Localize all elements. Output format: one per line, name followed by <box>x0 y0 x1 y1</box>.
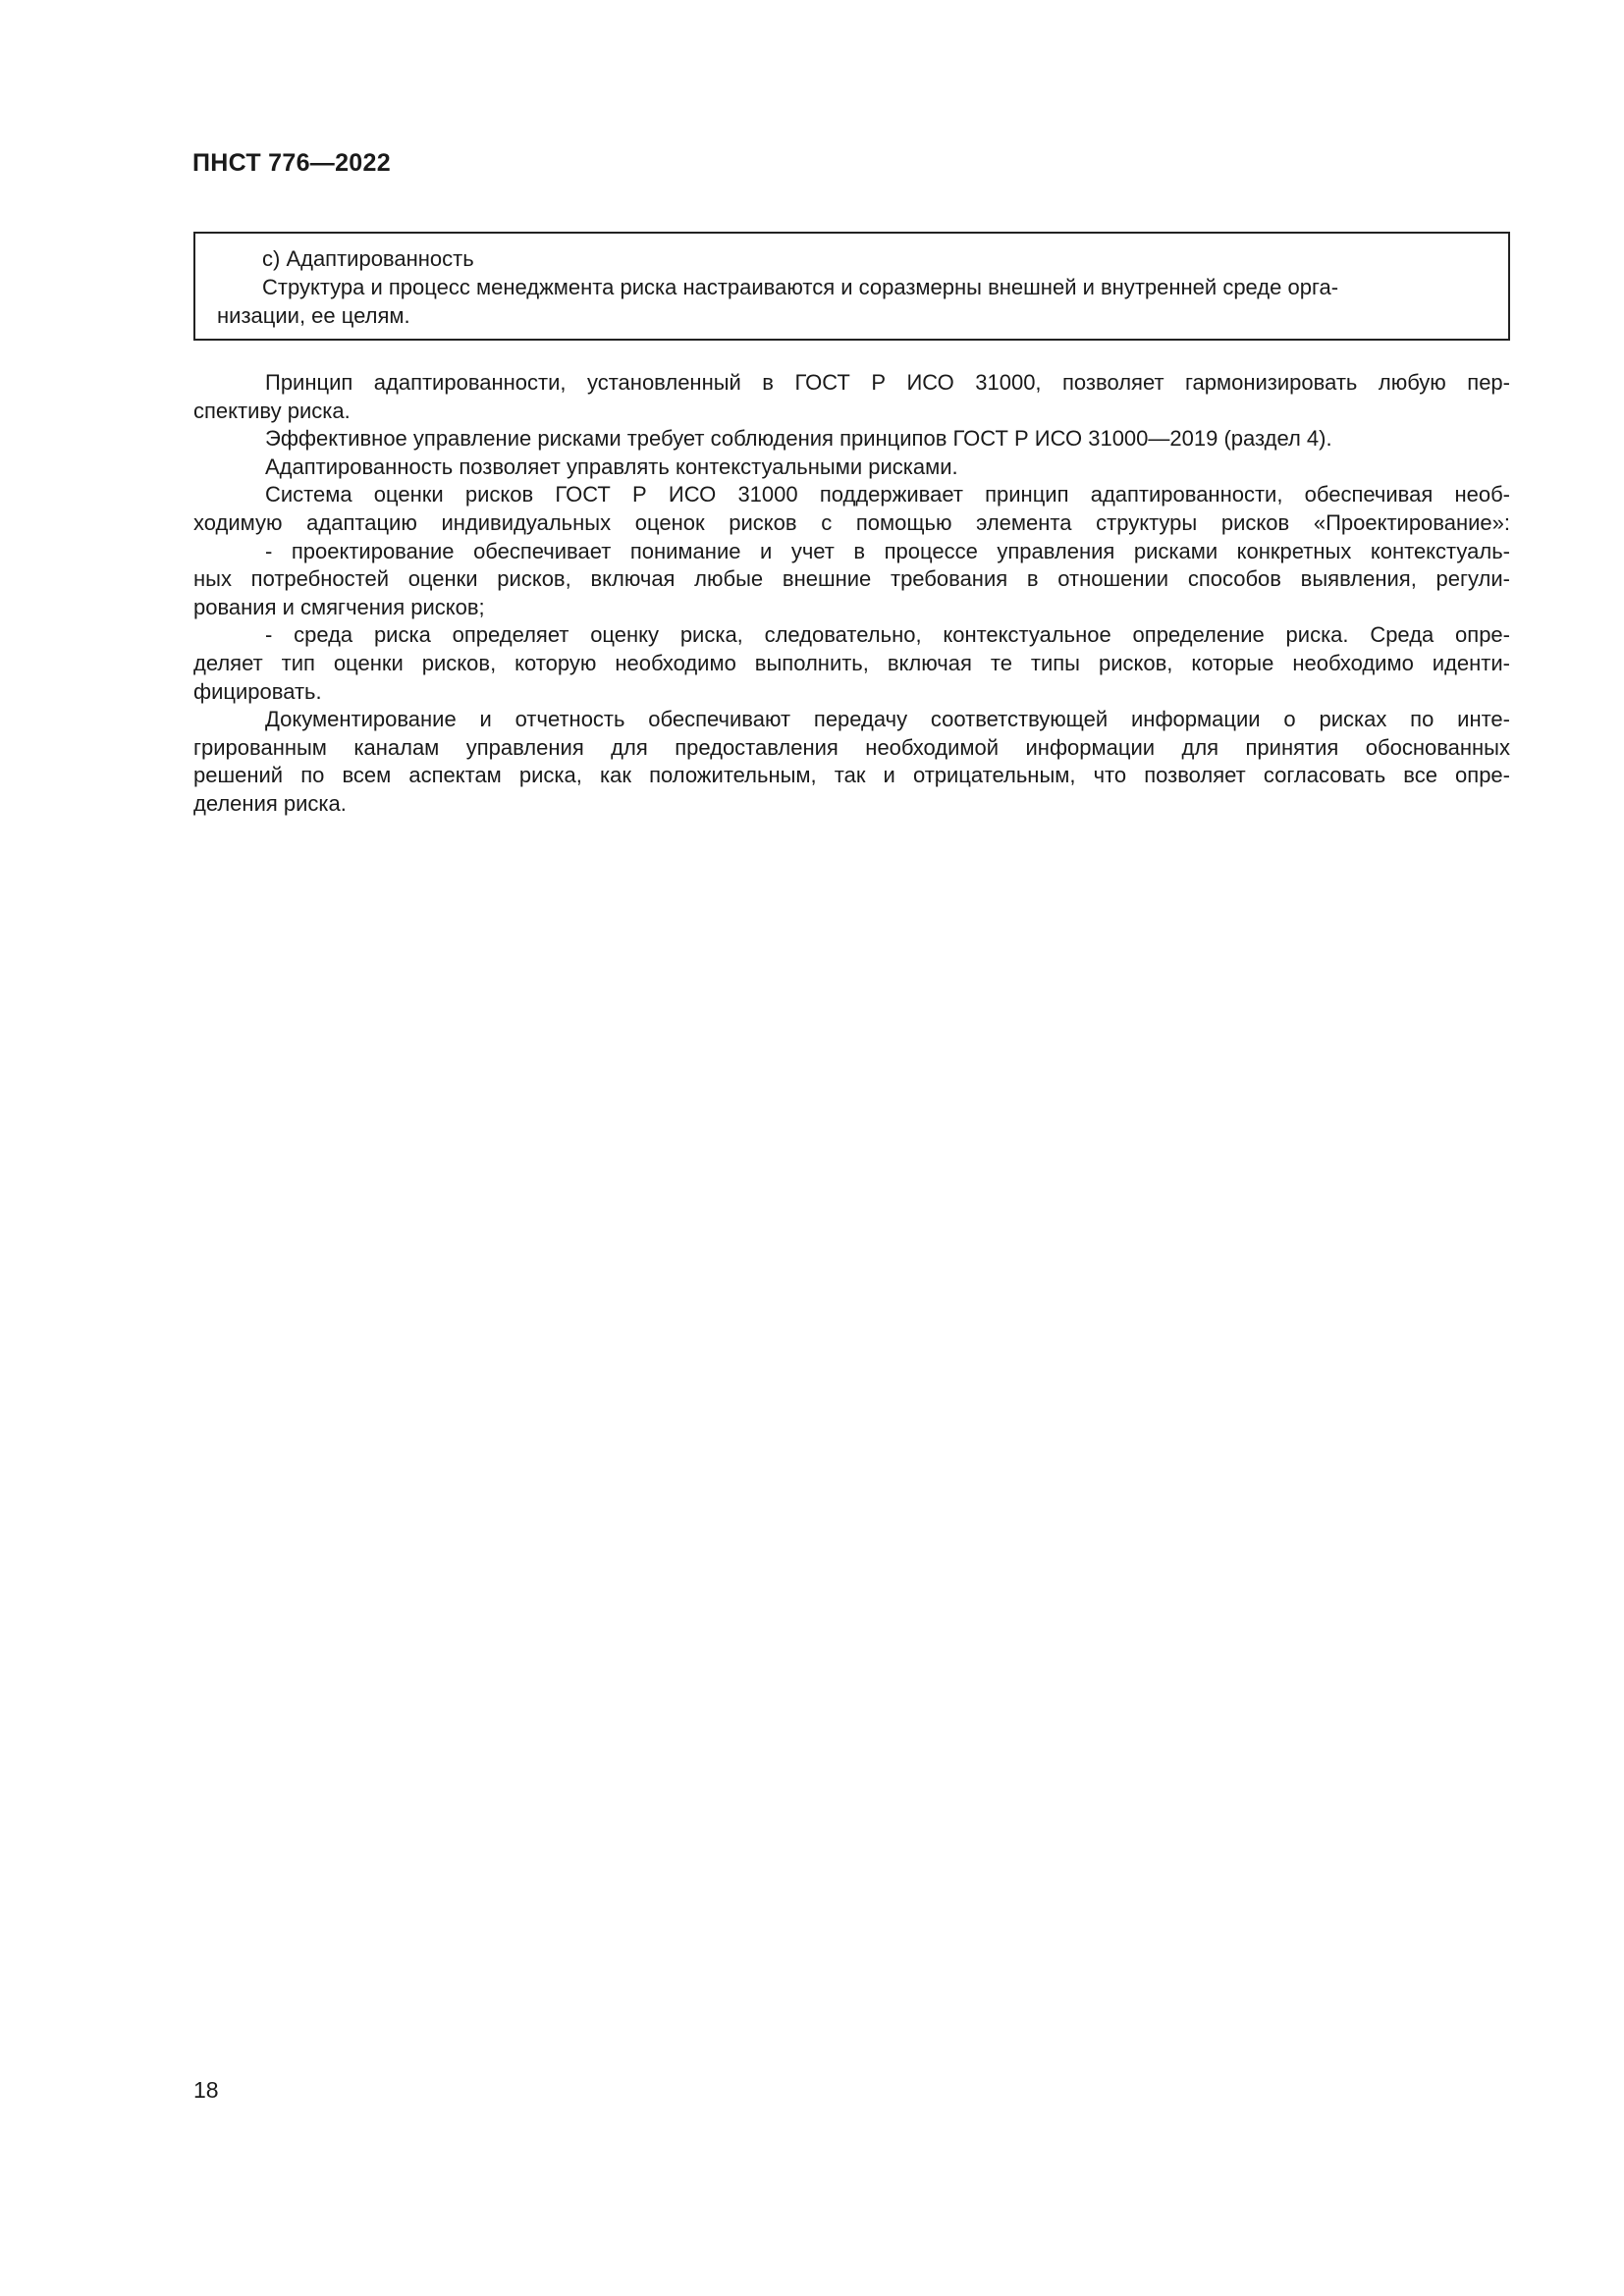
page-number: 18 <box>193 2077 219 2103</box>
list-item-line: ных потребностей оценки рисков, включая любые внешние требования в отношении способов выявления, регули- <box>193 566 1510 592</box>
quote-item-title: с) Адаптированность <box>262 246 474 271</box>
paragraph-line: решений по всем аспектам риска, как положительным, так и отрицательным, что позволяет согласовать все опре- <box>193 763 1510 788</box>
paragraph-line: Адаптированность позволяет управлять контекстуальными рисками. <box>265 454 958 479</box>
paragraph-line: Система оценки рисков ГОСТ Р ИСО 31000 поддерживает принцип адаптированности, обеспечивая необ- <box>265 482 1510 507</box>
paragraph-line: Документирование и отчетность обеспечивают передачу соответствующей информации о рисках по инте- <box>265 707 1510 732</box>
document-code: ПНСТ 776—2022 <box>192 149 391 177</box>
list-item-line: - среда риска определяет оценку риска, следовательно, контекстуальное определение риска. Среда опре- <box>265 622 1510 648</box>
list-item-line: - проектирование обеспечивает понимание и учет в процессе управления рисками конкретных контекстуаль- <box>265 538 1510 563</box>
list-item-line: фицировать. <box>193 678 322 704</box>
paragraph-line: Эффективное управление рисками требует соблюдения принципов ГОСТ Р ИСО 31000—2019 (раздел 4). <box>265 426 1332 452</box>
quote-text-line: низации, ее целям. <box>217 303 410 328</box>
paragraph-line: Принцип адаптированности, установленный в ГОСТ Р ИСО 31000, позволяет гармонизировать любую пер- <box>265 370 1510 395</box>
list-item-line: рования и смягчения рисков; <box>193 594 485 619</box>
body-text <box>193 369 1510 819</box>
paragraph-line: спективу риска. <box>193 398 351 423</box>
principle-quote-box <box>193 232 1510 341</box>
list-item-line: деляет тип оценки рисков, которую необходимо выполнить, включая те типы рисков, которые необходимо иденти- <box>193 650 1510 675</box>
quote-text-line: Структура и процесс менеджмента риска настраиваются и соразмерны внешней и внутренней среде орга- <box>262 275 1339 299</box>
paragraph-line: ходимую адаптацию индивидуальных оценок рисков с помощью элемента структуры рисков «Проектирование»: <box>193 509 1510 535</box>
paragraph-line: грированным каналам управления для предоставления необходимой информации для принятия обоснованных <box>193 734 1510 760</box>
paragraph-line: деления риска. <box>193 790 347 816</box>
